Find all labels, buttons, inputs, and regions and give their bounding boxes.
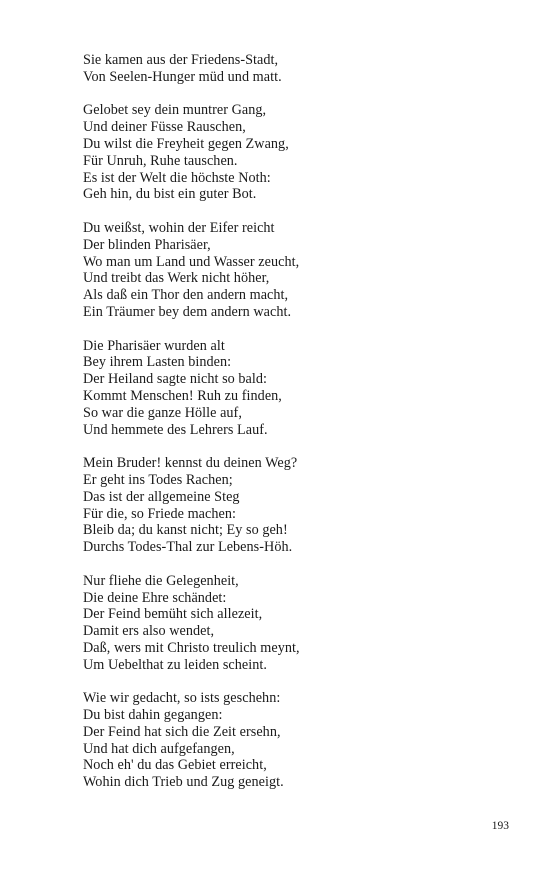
verse-line: Noch eh' du das Gebiet erreicht, [83,757,267,774]
verse-line: Die deine Ehre schändet: [83,589,227,606]
verse-line: Geh hin, du bist ein guter Bot. [83,186,257,203]
verse-line: Der Heiland sagte nicht so bald: [83,371,268,388]
verse-line: Und treibt das Werk nicht höher, [83,270,270,287]
verse-line: Mein Bruder! kennst du deinen Weg? [83,455,298,472]
verse-line: Bleib da; du kanst nicht; Ey so geh! [83,522,288,539]
verse-line: Daß, wers mit Christo treulich meynt, [83,639,300,656]
stanza-5 [83,455,523,556]
verse-line: Das ist der allgemeine Steg [83,488,240,505]
verse-line: Wie wir gedacht, so ists geschehn: [83,690,281,707]
page-number: 193 [491,820,509,832]
verse-line: Er geht ins Todes Rachen; [83,471,233,488]
verse-line: Sie kamen aus der Friedens-Stadt, [83,52,279,68]
verse-line: Bey ihrem Lasten binden: [83,354,232,371]
stanza-4 [83,338,523,439]
verse-line: Und hemmete des Lehrers Lauf. [83,421,268,438]
poem-text [83,52,523,808]
verse-line: Um Uebelthat zu leiden scheint. [83,656,267,673]
stanza-6 [83,573,523,674]
verse-line: Es ist der Welt die höchste Noth: [83,169,271,186]
verse-line: Kommt Menschen! Ruh zu finden, [83,387,282,404]
verse-line: Der Feind bemüht sich allezeit, [83,606,263,623]
verse-line: Als daß ein Thor den andern macht, [83,287,289,304]
verse-line: Und deiner Füsse Rauschen, [83,119,246,136]
verse-line: Und hat dich aufgefangen, [83,740,235,757]
verse-line: Für Unruh, Ruhe tauschen. [83,152,238,169]
verse-line: Gelobet sey dein muntrer Gang, [83,102,267,119]
verse-line: Du wilst die Freyheit gegen Zwang, [83,135,289,152]
stanza-1 [83,52,523,86]
stanza-2 [83,102,523,203]
stanza-3 [83,220,523,321]
verse-line: Ein Träumer bey dem andern wacht. [83,303,292,320]
verse-line: Für die, so Friede machen: [83,505,236,522]
verse-line: Du bist dahin gegangen: [83,707,223,724]
verse-line: Die Pharisäer wurden alt [83,337,225,354]
stanza-7 [83,690,523,791]
verse-line: Der blinden Pharisäer, [83,236,211,253]
verse-line: Wohin dich Trieb und Zug geneigt. [83,774,284,791]
verse-line: Durchs Todes-Thal zur Lebens-Höh. [83,539,293,556]
verse-line: Du weißst, wohin der Eifer reicht [83,219,275,236]
verse-line: So war die ganze Hölle auf, [83,404,242,421]
verse-line: Wo man um Land und Wasser zeucht, [83,253,300,270]
verse-line: Der Feind hat sich die Zeit ersehn, [83,723,281,740]
verse-line: Von Seelen-Hunger müd und matt. [83,68,282,85]
verse-line: Damit ers also wendet, [83,623,215,640]
verse-line: Nur fliehe die Gelegenheit, [83,572,239,589]
